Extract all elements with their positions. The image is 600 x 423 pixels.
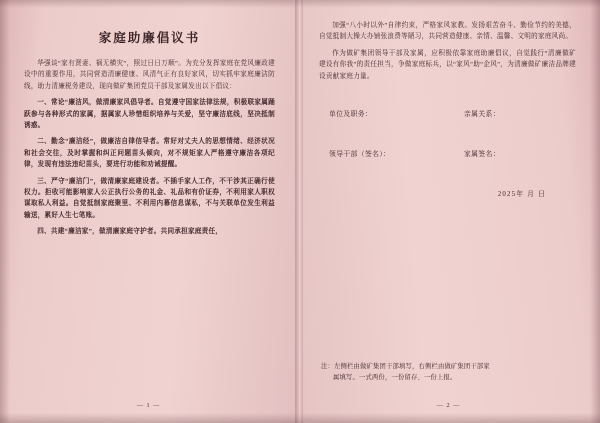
page-number-left: — 1 — [136, 402, 161, 409]
footer-note [321, 362, 578, 383]
page-title: 家庭助廉倡议书 [98, 31, 201, 45]
edge-shadow-right [590, 0, 600, 423]
paragraph-item-1: 一、常论“廉洁风，做清廉家风倡导者。自觉遵守国家法律法规，积极联家属踊跃参与各种形式的家属，据属家人珍惜组织培养与关爱，坚守廉洁底线，坚决抵制诱惑。 [24, 99, 275, 130]
paragraph-item-4: 四、共建“廉洁家”，做清廉家庭守护者。共同承担家庭责任， [37, 228, 223, 236]
signature-form [319, 108, 576, 198]
page-right [297, 0, 600, 423]
form-row-signature [329, 148, 570, 158]
form-row-unit [329, 108, 570, 118]
page-left [0, 0, 297, 423]
edge-shadow-left [0, 0, 10, 423]
paragraph-item-2: 二、勤念“廉洁经”，做廉洁自律信导者。常好对丈夫人的思想情绪、经济状况和社会交往，及时掌握和纠正问题苗头倾向，对不规矩家人严格遵守廉洁各项纪律，发现有违法违纪苗头，要进行功能和劝诫提醒。 [24, 138, 275, 169]
footer-note-line-2: 属填写。一式两份，一份留存、一份上报。 [333, 373, 457, 381]
paragraph-intro: 华强谈“家有贤妻、祸无横灾”，照过日日万顺”。为充分发挥家庭在党风廉政建设中的重要作用，共同营造清廉健康、风清气正有良好家风，切实抓牢家庭廉洁防线，助力清廉税务建设，现向做矿集团党员干部及家属发出以下倡议： [24, 60, 275, 90]
edge-shadow-top [0, 0, 600, 8]
page-number-right: — 2 — [436, 402, 461, 409]
field-label-relationship: 亲属关系： [463, 111, 500, 119]
paragraph-item-3: 三、严守“廉洁门”，做清廉家庭建设者。不插手家人工作，不干涉其正确行使权力。拒收可能影响家人公正执行公务的礼金、礼品和有价证券，不利用家人职权谋取私人利益。自觉抵制家庭聚里、不利用内幕信息谋私，不与关联单位发生利益输送，累好人生七笔账。 [24, 177, 275, 219]
paragraph-continued: 加强“八小时以外”自律约束，严格家风家教。发扬艰苦奋斗、勤俭节约的美德，自觉抵制大操大办铺张浪费等陋习，共同营造健康、亲情、温馨、文明的家庭风尚。 [319, 22, 576, 41]
field-label-leader-signature: 领导干部（签名）： [329, 151, 391, 159]
field-label-family-signature: 家属签名： [463, 151, 500, 159]
footer-note-line-1: 注：左侧栏由做矿集团干部填写，右侧栏由做矿集团干部家 [321, 363, 490, 370]
field-date: 2025年 月 日 [497, 191, 546, 199]
page-gutter [295, 0, 303, 423]
field-label-unit-position: 单位及职务： [329, 111, 373, 119]
paragraph-closing: 作为做矿集团领导干部及家属，应积极依靠家庭助廉倡议，自觉践行“清廉做矿 建设有你我”的责任担当，争做家庭标兵，以“家风”助“企风”，为清廉做矿廉洁品牌建设贡献家庭力量。 [319, 49, 576, 80]
edge-shadow-bottom [0, 413, 600, 423]
